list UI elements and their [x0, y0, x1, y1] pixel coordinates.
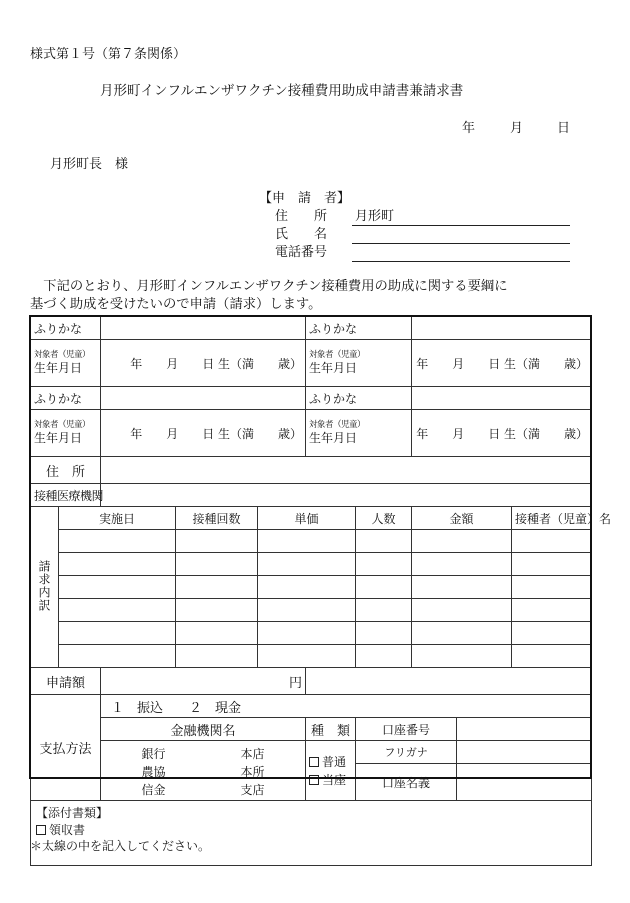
amount-unit[interactable]: 円: [101, 668, 306, 695]
addressee: 月形町長 様: [50, 157, 129, 172]
subject-label-4: [306, 410, 412, 457]
breakdown-row[interactable]: [31, 645, 592, 668]
breakdown-row[interactable]: [31, 553, 592, 576]
address-underline: [352, 225, 570, 226]
furigana-field-4[interactable]: [412, 387, 592, 410]
form-title: 月形町インフルエンザワクチン接種費用助成申請書兼請求書: [100, 83, 464, 99]
subject-label-top-3: 対象者（児童）: [34, 419, 91, 430]
header-count: 人数: [356, 507, 412, 530]
breakdown-side-label: 請求内訳: [37, 559, 51, 612]
furigana-row-1: [31, 317, 592, 340]
name-underline[interactable]: [352, 243, 570, 244]
account-type-futsu[interactable]: [309, 753, 352, 771]
subject-label-bottom-3: 生年月日: [34, 430, 83, 445]
payment-furigana-row: [31, 741, 592, 764]
intro-line-2: 基づく助成を受けたいので申請（請求）します。: [30, 297, 322, 312]
intro-line-1: 下記のとおり、月形町インフルエンザワクチン接種費用の助成に関する要綱に: [30, 279, 508, 294]
subject-label-top-1: 対象者（児童）: [34, 349, 91, 360]
payment-label: 支払方法: [31, 695, 101, 801]
subject-label-bottom-1: 生年月日: [34, 360, 83, 375]
birth-field-2[interactable]: 年 月 日 生（満 歳）: [412, 340, 592, 387]
bank-type-bank: 銀行: [141, 747, 166, 761]
subject-label-bottom-2: 生年月日: [309, 360, 358, 375]
branch-type-branch: 支店: [240, 783, 265, 797]
furigana-field-2[interactable]: [412, 317, 592, 340]
account-type-futsu-label: 普通: [322, 754, 347, 769]
subject-row-2: [31, 410, 592, 457]
account-type-toza-label: 当座: [322, 772, 347, 787]
bank-type-ja: 農協: [141, 765, 166, 779]
phone-underline[interactable]: [352, 261, 570, 262]
breakdown-row[interactable]: [31, 530, 592, 553]
header-doses: 接種回数: [176, 507, 258, 530]
application-form-table: [30, 316, 612, 866]
type-header: 種 類: [306, 718, 356, 741]
date-month-label: 月: [510, 121, 524, 136]
furigana-label-2: ふりかな: [306, 317, 412, 340]
form-number: 様式第１号（第７条関係）: [30, 47, 187, 62]
header-unit-price: 単価: [258, 507, 356, 530]
furigana-field-3[interactable]: [101, 387, 306, 410]
applicant-phone-label: 電話番号: [275, 245, 328, 260]
clinic-row: [31, 484, 592, 507]
breakdown-row[interactable]: [31, 622, 592, 645]
furigana-label-3: ふりかな: [31, 387, 101, 410]
applicant-header: 【申 請 者】: [259, 191, 351, 206]
attachments-cell: [31, 801, 592, 866]
birth-field-3[interactable]: 年 月 日 生（満 歳）: [101, 410, 306, 457]
header-amount: 金額: [412, 507, 512, 530]
subject-row-1: [31, 340, 592, 387]
applicant-address-label: 住 所: [275, 209, 328, 224]
checkbox-icon[interactable]: [36, 825, 46, 835]
bank-name-cell[interactable]: [101, 741, 306, 801]
address-row-label: 住 所: [31, 457, 101, 484]
account-name-label: 口座名義: [356, 764, 457, 801]
account-name-field[interactable]: [457, 764, 592, 801]
account-number-label: 口座番号: [356, 718, 457, 741]
applicant-address-value[interactable]: 月形町: [355, 209, 395, 224]
breakdown-header-row: [31, 507, 592, 530]
applicant-name-label: 氏 名: [275, 227, 328, 242]
birth-field-1[interactable]: 年 月 日 生（満 歳）: [101, 340, 306, 387]
account-number-field[interactable]: [457, 718, 592, 741]
checkbox-icon[interactable]: [309, 775, 319, 785]
address-field[interactable]: [101, 457, 592, 484]
subject-label-top-4: 対象者（児童）: [309, 419, 366, 430]
furigana-row-2: [31, 387, 592, 410]
breakdown-row[interactable]: [31, 576, 592, 599]
attachments-row: [31, 801, 592, 866]
header-date: 実施日: [59, 507, 176, 530]
amount-label: 申請額: [31, 668, 101, 695]
furigana-field-1[interactable]: [101, 317, 306, 340]
breakdown-side-label-cell: [31, 507, 59, 668]
branch-type-list: [241, 745, 265, 799]
attachments-header: 【添付書類】: [36, 806, 109, 820]
checkbox-icon[interactable]: [309, 757, 319, 767]
furigana-label-4: ふりかな: [306, 387, 412, 410]
footer-note: ＊太線の中を記入してください。: [30, 839, 211, 853]
branch-type-head: 本所: [240, 765, 265, 779]
bank-header: 金融機関名: [101, 718, 306, 741]
account-type-cell: [306, 741, 356, 801]
birth-field-4[interactable]: 年 月 日 生（満 歳）: [412, 410, 592, 457]
address-row: [31, 457, 592, 484]
date-year-label: 年: [462, 121, 476, 136]
subject-label-1: [31, 340, 101, 387]
branch-type-main: 本店: [240, 747, 265, 761]
amount-spacer: [306, 668, 592, 695]
amount-row: [31, 668, 592, 695]
header-recipient-name: 接種者（児童）名: [512, 507, 592, 530]
subject-label-2: [306, 340, 412, 387]
date-day-label: 日: [557, 121, 571, 136]
payment-options[interactable]: １ 振込 ２ 現金: [101, 695, 592, 718]
furigana-account-field[interactable]: [457, 741, 592, 764]
subject-label-3: [31, 410, 101, 457]
attachment-receipt[interactable]: [36, 822, 586, 839]
subject-label-bottom-4: 生年月日: [309, 430, 358, 445]
furigana-label-1: ふりかな: [31, 317, 101, 340]
subject-label-top-2: 対象者（児童）: [309, 349, 366, 360]
account-type-toza[interactable]: [309, 771, 352, 789]
payment-options-row: [31, 695, 592, 718]
payment-header-row: [31, 718, 592, 741]
attachment-receipt-label: 領収書: [49, 822, 86, 837]
breakdown-row[interactable]: [31, 599, 592, 622]
clinic-field[interactable]: [101, 484, 592, 507]
bank-type-shinkin: 信金: [141, 783, 166, 797]
furigana-account-label: フリガナ: [356, 741, 457, 764]
clinic-label: 接種医療機関: [31, 484, 101, 507]
bank-type-list: [142, 745, 166, 799]
